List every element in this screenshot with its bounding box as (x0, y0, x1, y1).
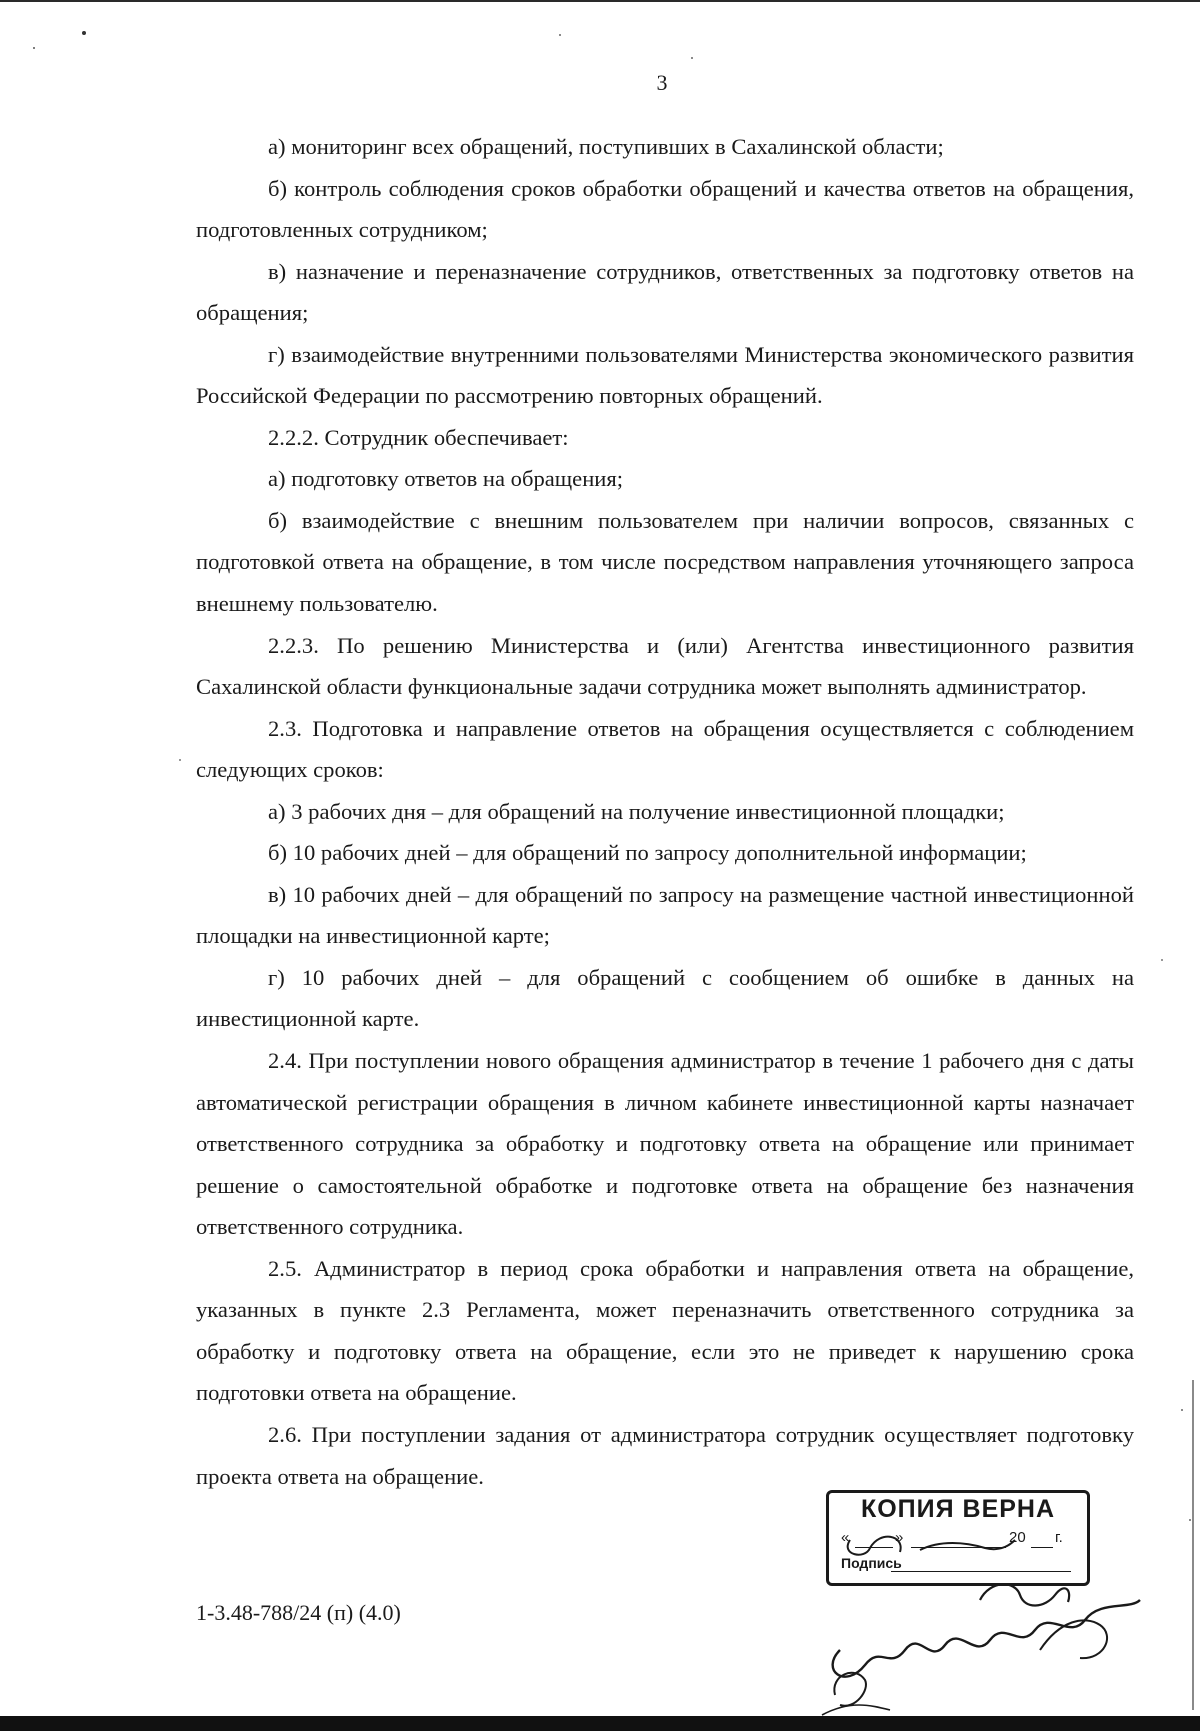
scan-edge-top (0, 0, 1200, 2)
scan-edge-right (1192, 1380, 1194, 1710)
paragraph: г) 10 рабочих дней – для обращений с сообщением об ошибке в данных на инвестиционной карте. (196, 964, 1134, 1032)
stamp-date-close-quote: » (895, 1529, 904, 1546)
paragraph: в) 10 рабочих дней – для обращений по запросу на размещение частной инвестиционной площадки на инвестиционной карте; (196, 881, 1134, 949)
paragraph: 2.6. При поступлении задания от администратора сотрудник осуществляет подготовку проекта ответа на обращение. (196, 1421, 1134, 1489)
stamp-date-open-quote: « (841, 1529, 850, 1546)
paragraph: б) 10 рабочих дней – для обращений по запросу дополнительной информации; (268, 840, 1027, 866)
paragraph: 2.3. Подготовка и направление ответов на обращения осуществляется с соблюдением следующих сроков: (196, 715, 1134, 783)
body-text (196, 126, 1134, 1497)
paragraph: г) взаимодействие внутренними пользователями Министерства экономического развития Российской Федерации по рассмотрению повторных обращений. (196, 341, 1134, 409)
stamp-year-prefix: 20 (1009, 1529, 1026, 1546)
paragraph: 2.2.2. Сотрудник обеспечивает: (268, 424, 569, 450)
handwritten-signature (810, 1500, 1150, 1720)
stamp-year-suffix: г. (1055, 1529, 1063, 1546)
paragraph: а) 3 рабочих дня – для обращений на получение инвестиционной площадки; (268, 798, 1005, 824)
document-code: 1-3.48-788/24 (п) (4.0) (196, 1600, 401, 1625)
paragraph: 2.4. При поступлении нового обращения администратор в течение 1 рабочего дня с даты автоматической регистрации обращения в личном кабинете инвестиционной карты назначает ответственного сотрудника за обработку и подготовку ответа на обращение или принимает решение о самостоятельной обработке и подготовке ответа на обращение без назначения ответственного сотрудника. (196, 1048, 1134, 1240)
paragraph: 2.5. Администратор в период срока обработки и направления ответа на обращение, указанных в пункте 2.3 Регламента, может переназначить ответственного сотрудника за обработку и подготовку ответа на обращение, если это не приведет к нарушению срока подготовки ответа на обращение. (196, 1255, 1134, 1406)
scan-edge-bottom (0, 1716, 1200, 1731)
stamp-sign-label: Подпись (841, 1555, 902, 1571)
paragraph: в) назначение и переназначение сотрудников, ответственных за подготовку ответов на обращения; (196, 258, 1134, 326)
paragraph: а) подготовку ответов на обращения; (268, 466, 624, 492)
paragraph: а) мониторинг всех обращений, поступивших в Сахалинской области; (268, 134, 944, 159)
paragraph: б) контроль соблюдения сроков обработки обращений и качества ответов на обращения, подготовленных сотрудником; (196, 175, 1134, 243)
page-number: 3 (656, 70, 668, 95)
paragraph: 2.2.3. По решению Министерства и (или) Агентства инвестиционного развития Сахалинской области функциональные задачи сотрудника может выполнять администратор. (196, 632, 1134, 700)
paragraph: б) взаимодействие с внешним пользователем при наличии вопросов, связанных с подготовкой ответа на обращение, в том числе посредством направления уточняющего запроса внешнему пользователю. (196, 507, 1134, 617)
stamp-title: КОПИЯ ВЕРНА (860, 1495, 1056, 1523)
